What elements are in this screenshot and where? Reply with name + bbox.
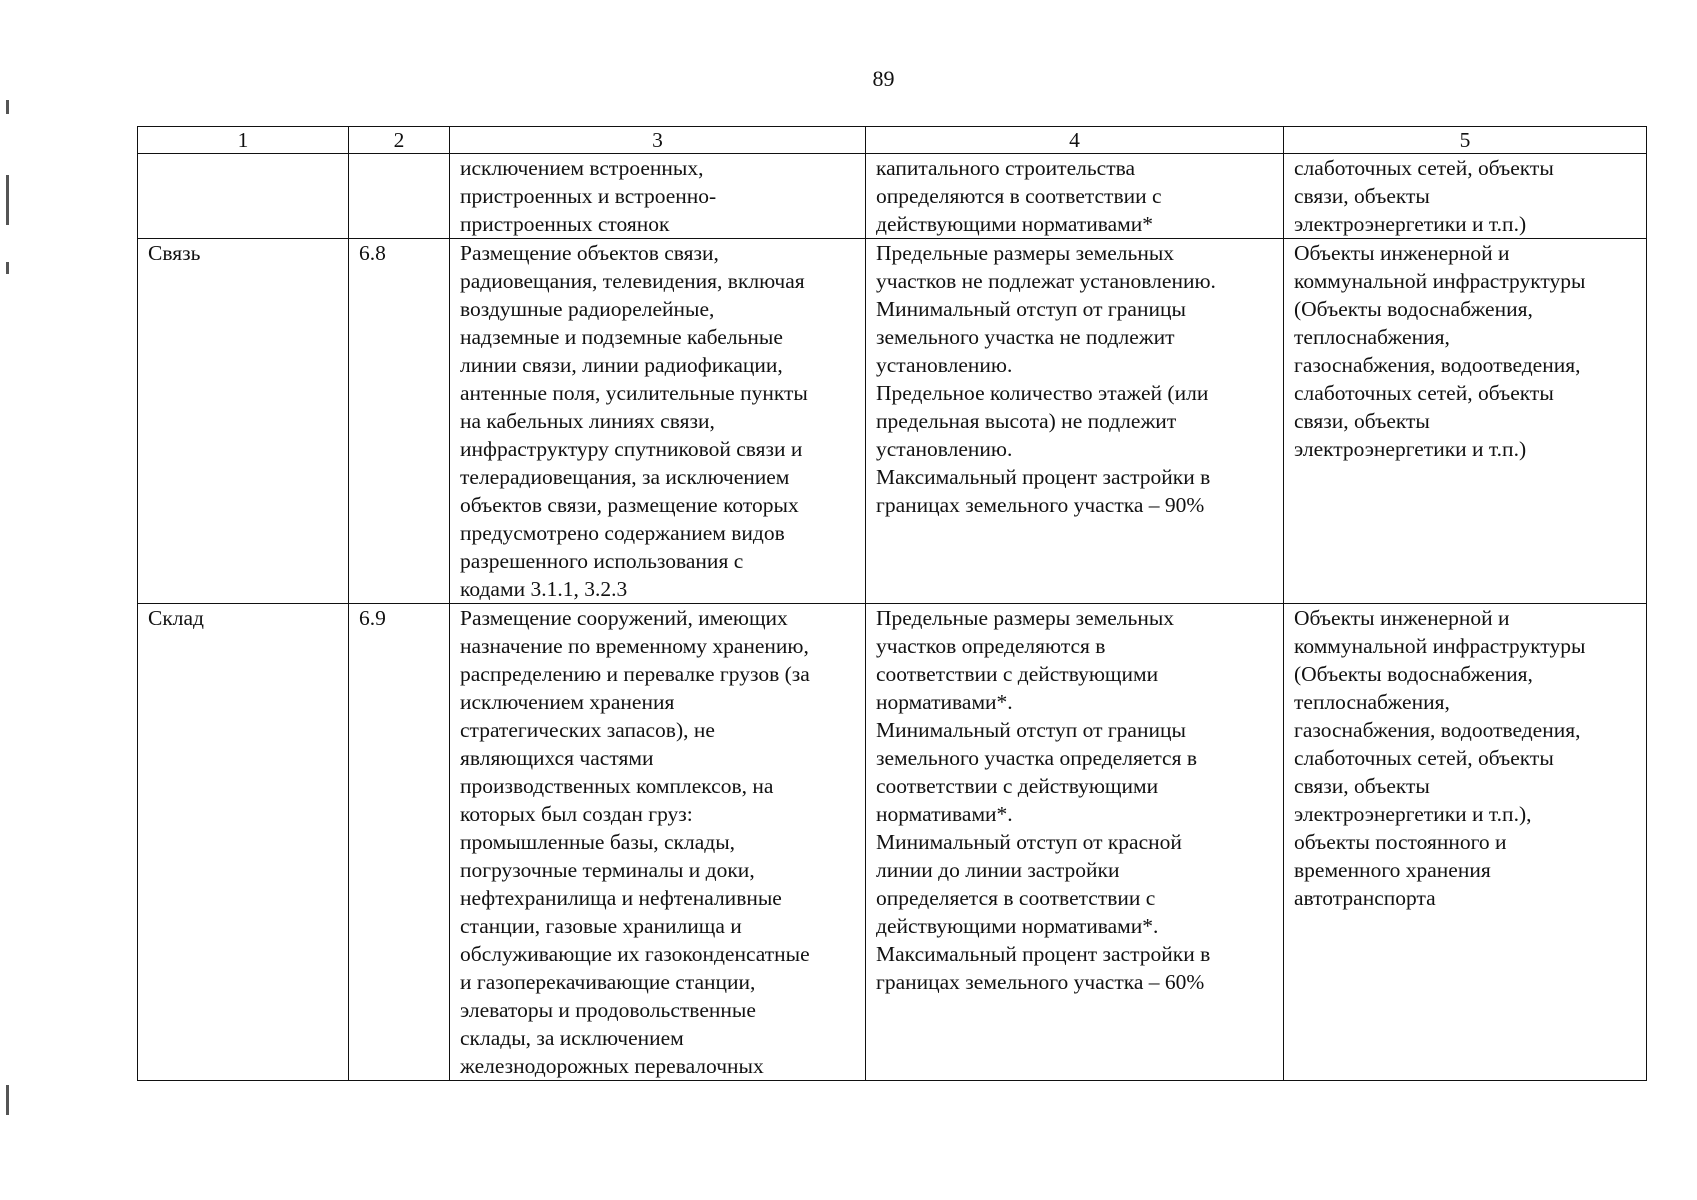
scan-margin-marks bbox=[0, 0, 16, 1200]
cell-text-line: промышленные базы, склады, bbox=[460, 830, 736, 854]
cell-text-line: предусмотрено содержанием видов bbox=[460, 521, 785, 545]
cell-text-line: связи, объекты bbox=[1294, 774, 1430, 798]
use-type-name: Связь bbox=[138, 239, 349, 604]
cell-text-line: капитального строительства bbox=[876, 156, 1136, 180]
cell-text-line: земельного участка не подлежит bbox=[876, 325, 1175, 349]
cell-text-line: телерадиовещания, за исключением bbox=[460, 465, 790, 489]
cell-text-line: связи, объекты bbox=[1294, 409, 1430, 433]
cell-text-line: Максимальный процент застройки в bbox=[876, 465, 1211, 489]
cell-text-line: исключением встроенных, bbox=[460, 156, 704, 180]
cell-text-line: радиовещания, телевидения, включая bbox=[460, 269, 805, 293]
cell-text-line: Предельные размеры земельных bbox=[876, 241, 1175, 265]
cell-text-line: Максимальный процент застройки в bbox=[876, 942, 1211, 966]
cell-text-line: коммунальной инфраструктуры bbox=[1294, 269, 1586, 293]
cell-text-line: установлению. bbox=[876, 353, 1013, 377]
cell-text-line: действующими нормативами*. bbox=[876, 914, 1159, 938]
cell-text-line: разрешенного использования с bbox=[460, 549, 744, 573]
cell-text-line: Объекты инженерной и bbox=[1294, 606, 1510, 630]
cell-text-line: назначение по временному хранению, bbox=[460, 634, 809, 658]
auxiliary-uses bbox=[1284, 154, 1647, 239]
cell-text-line: Предельные размеры земельных bbox=[876, 606, 1175, 630]
use-type-name: Склад bbox=[138, 604, 349, 1081]
cell-text-line: соответствии с действующими bbox=[876, 774, 1159, 798]
cell-text-line: инфраструктуру спутниковой связи и bbox=[460, 437, 803, 461]
cell-text-line: электроэнергетики и т.п.) bbox=[1294, 437, 1527, 461]
cell-text-line: слаботочных сетей, объекты bbox=[1294, 746, 1554, 770]
cell-text-line: теплоснабжения, bbox=[1294, 325, 1450, 349]
cell-text-line: определяются в соответствии с bbox=[876, 184, 1162, 208]
column-header: 4 bbox=[866, 127, 1284, 154]
cell-text-line: производственных комплексов, на bbox=[460, 774, 774, 798]
column-number-header-row bbox=[138, 127, 1647, 154]
cell-text-line: линии до линии застройки bbox=[876, 858, 1120, 882]
cell-text-line: погрузочные терминалы и доки, bbox=[460, 858, 755, 882]
cell-text-line: (Объекты водоснабжения, bbox=[1294, 662, 1533, 686]
cell-text-line: на кабельных линиях связи, bbox=[460, 409, 715, 433]
cell-text-line: газоснабжения, водоотведения, bbox=[1294, 718, 1581, 742]
cell-text-line: нормативами*. bbox=[876, 690, 1013, 714]
cell-text-line: воздушные радиорелейные, bbox=[460, 297, 715, 321]
use-type-code bbox=[349, 154, 450, 239]
cell-text-line: временного хранения bbox=[1294, 858, 1491, 882]
cell-text-line: Объекты инженерной и bbox=[1294, 241, 1510, 265]
page-number: 89 bbox=[872, 66, 895, 91]
cell-text-line: железнодорожных перевалочных bbox=[460, 1054, 764, 1078]
cell-text-line: элеваторы и продовольственные bbox=[460, 998, 756, 1022]
cell-text-line: электроэнергетики и т.п.), bbox=[1294, 802, 1532, 826]
table-row bbox=[138, 239, 1647, 604]
cell-text-line: автотранспорта bbox=[1294, 886, 1436, 910]
land-use-table bbox=[137, 126, 1647, 1081]
building-limits bbox=[866, 154, 1284, 239]
cell-text-line: Размещение объектов связи, bbox=[460, 241, 719, 265]
cell-text-line: земельного участка определяется в bbox=[876, 746, 1197, 770]
cell-text-line: надземные и подземные кабельные bbox=[460, 325, 783, 349]
cell-text-line: теплоснабжения, bbox=[1294, 690, 1450, 714]
cell-text-line: нормативами*. bbox=[876, 802, 1013, 826]
cell-text-line: антенные поля, усилительные пункты bbox=[460, 381, 808, 405]
cell-text-line: станции, газовые хранилища и bbox=[460, 914, 742, 938]
use-type-description bbox=[450, 239, 866, 604]
cell-text-line: которых был создан груз: bbox=[460, 802, 693, 826]
cell-text-line: (Объекты водоснабжения, bbox=[1294, 297, 1533, 321]
use-type-description bbox=[450, 154, 866, 239]
cell-text-line: электроэнергетики и т.п.) bbox=[1294, 212, 1527, 236]
cell-text-line: установлению. bbox=[876, 437, 1013, 461]
cell-text-line: являющихся частями bbox=[460, 746, 654, 770]
use-type-code: 6.8 bbox=[349, 239, 450, 604]
cell-text-line: стратегических запасов), не bbox=[460, 718, 715, 742]
cell-text-line: объекты постоянного и bbox=[1294, 830, 1507, 854]
cell-text-line: участков определяются в bbox=[876, 634, 1106, 658]
cell-text-line: исключением хранения bbox=[460, 690, 675, 714]
cell-text-line: Размещение сооружений, имеющих bbox=[460, 606, 788, 630]
cell-text-line: Минимальный отступ от границы bbox=[876, 718, 1186, 742]
cell-text-line: слаботочных сетей, объекты bbox=[1294, 156, 1554, 180]
cell-text-line: предельная высота) не подлежит bbox=[876, 409, 1177, 433]
auxiliary-uses bbox=[1284, 239, 1647, 604]
cell-text-line: участков не подлежат установлению. bbox=[876, 269, 1216, 293]
cell-text-line: связи, объекты bbox=[1294, 184, 1430, 208]
cell-text-line: определяется в соответствии с bbox=[876, 886, 1156, 910]
cell-text-line: объектов связи, размещение которых bbox=[460, 493, 799, 517]
cell-text-line: действующими нормативами* bbox=[876, 212, 1154, 236]
use-type-code: 6.9 bbox=[349, 604, 450, 1081]
cell-text-line: границах земельного участка – 90% bbox=[876, 493, 1205, 517]
cell-text-line: линии связи, линии радиофикации, bbox=[460, 353, 783, 377]
column-header: 3 bbox=[450, 127, 866, 154]
cell-text-line: кодами 3.1.1, 3.2.3 bbox=[460, 577, 628, 601]
table-row bbox=[138, 604, 1647, 1081]
cell-text-line: и газоперекачивающие станции, bbox=[460, 970, 756, 994]
table-row bbox=[138, 154, 1647, 239]
cell-text-line: коммунальной инфраструктуры bbox=[1294, 634, 1586, 658]
cell-text-line: соответствии с действующими bbox=[876, 662, 1159, 686]
cell-text-line: обслуживающие их газоконденсатные bbox=[460, 942, 810, 966]
cell-text-line: распределению и перевалке грузов (за bbox=[460, 662, 810, 686]
column-header: 1 bbox=[138, 127, 349, 154]
column-header: 2 bbox=[349, 127, 450, 154]
building-limits bbox=[866, 604, 1284, 1081]
cell-text-line: Минимальный отступ от красной bbox=[876, 830, 1182, 854]
cell-text-line: Минимальный отступ от границы bbox=[876, 297, 1186, 321]
cell-text-line: Предельное количество этажей (или bbox=[876, 381, 1209, 405]
cell-text-line: пристроенных стоянок bbox=[460, 212, 670, 236]
cell-text-line: склады, за исключением bbox=[460, 1026, 684, 1050]
auxiliary-uses bbox=[1284, 604, 1647, 1081]
use-type-description bbox=[450, 604, 866, 1081]
column-header: 5 bbox=[1284, 127, 1647, 154]
cell-text-line: слаботочных сетей, объекты bbox=[1294, 381, 1554, 405]
cell-text-line: пристроенных и встроенно- bbox=[460, 184, 717, 208]
cell-text-line: газоснабжения, водоотведения, bbox=[1294, 353, 1581, 377]
cell-text-line: границах земельного участка – 60% bbox=[876, 970, 1205, 994]
building-limits bbox=[866, 239, 1284, 604]
use-type-name bbox=[138, 154, 349, 239]
cell-text-line: нефтехранилища и нефтеналивные bbox=[460, 886, 782, 910]
